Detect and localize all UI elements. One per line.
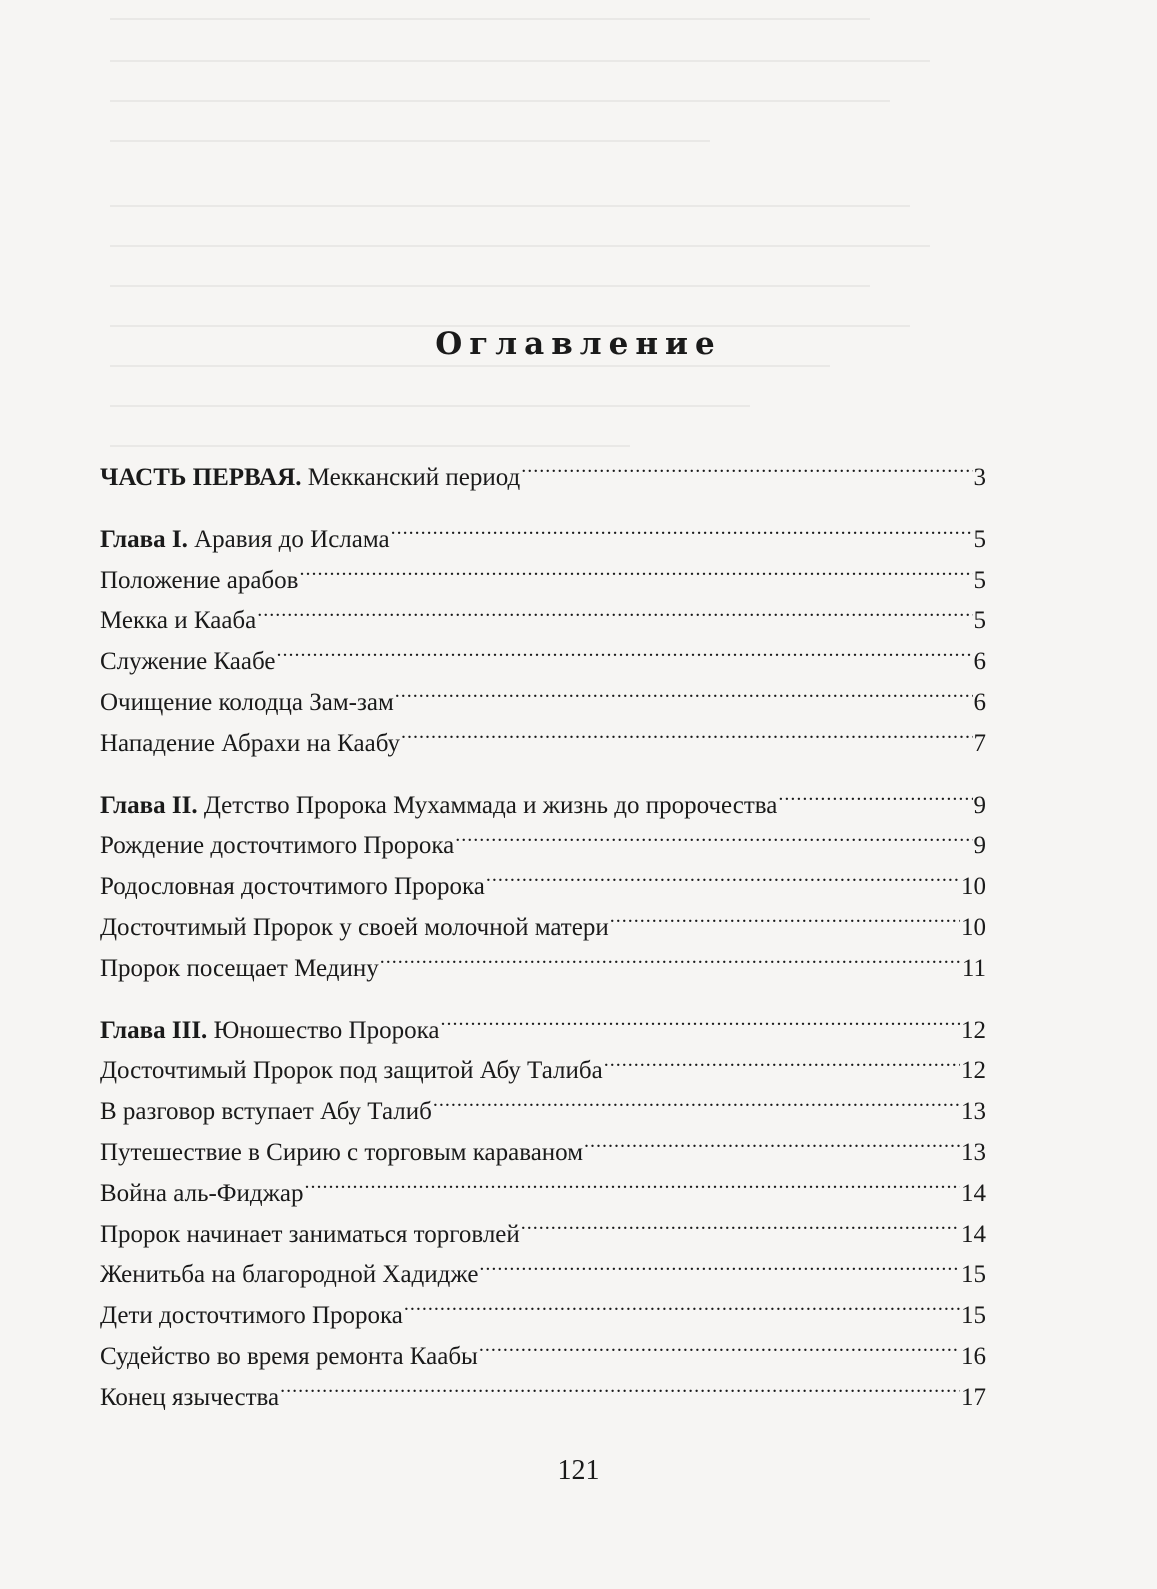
toc-entry-page: 14	[961, 1179, 986, 1207]
toc-entry-page: 13	[961, 1138, 986, 1166]
toc-entry[interactable]	[100, 1011, 986, 1052]
toc-entry-title	[100, 867, 485, 908]
dot-leader	[299, 563, 972, 588]
toc-entry-title	[100, 1174, 304, 1215]
toc-entry-heading: Глава II.	[100, 791, 198, 819]
toc-entry-text: Пророк начинает заниматься торговлей	[100, 1220, 520, 1248]
toc-entry-text: Юношество Пророка	[207, 1016, 440, 1044]
toc-entry[interactable]	[100, 561, 986, 602]
toc-entry-page: 14	[961, 1220, 986, 1248]
dot-leader	[404, 1298, 960, 1323]
toc-entry-text: Досточтимый Пророк у своей молочной матери	[100, 913, 609, 941]
toc-entry[interactable]	[100, 520, 986, 561]
toc-entry-page: 17	[961, 1383, 986, 1411]
toc-entry[interactable]	[100, 1337, 986, 1378]
dot-leader	[521, 460, 972, 485]
dot-leader	[395, 685, 973, 710]
dot-leader	[257, 603, 972, 628]
toc-entry[interactable]	[100, 1215, 986, 1256]
toc-entry[interactable]	[100, 826, 986, 867]
toc-entry-text: Детство Пророка Мухаммада и жизнь до пророчества	[197, 791, 778, 819]
toc-entry-page: 13	[961, 1098, 986, 1126]
toc-entry-page: 11	[961, 954, 986, 982]
toc-entry-text: Служение Каабе	[100, 648, 276, 676]
toc-entry-page: 9	[973, 832, 986, 860]
toc-entry-page: 12	[961, 1016, 986, 1044]
toc-entry-text: Женитьба на благородной Хадидже	[100, 1261, 479, 1289]
toc-entry[interactable]	[100, 1133, 986, 1174]
toc-entry-title	[100, 826, 454, 867]
toc-entry[interactable]	[100, 458, 986, 499]
toc-entry-title	[100, 1337, 478, 1378]
toc-entry[interactable]	[100, 601, 986, 642]
toc-entry[interactable]	[100, 1296, 986, 1337]
toc-entry-page: 6	[973, 688, 986, 716]
toc-entry-page: 10	[961, 873, 986, 901]
toc-entry-title	[100, 1133, 583, 1174]
toc-entry-title	[100, 908, 609, 949]
toc-entry-title	[100, 1215, 520, 1256]
toc-entry-page: 7	[973, 729, 986, 757]
toc-entry-page: 9	[973, 791, 986, 819]
toc-entry-heading: Глава III.	[100, 1016, 208, 1044]
toc-entry-text: Досточтимый Пророк под защитой Абу Талиба	[100, 1057, 603, 1085]
dot-leader	[391, 522, 973, 547]
dot-leader	[380, 951, 961, 976]
toc-entry-page: 5	[973, 566, 986, 594]
dot-leader	[521, 1217, 960, 1242]
toc-entry-title	[100, 1092, 432, 1133]
toc-entry[interactable]	[100, 724, 986, 765]
toc-entry-text: Положение арабов	[100, 566, 299, 594]
dot-leader	[433, 1094, 960, 1119]
toc-entry-title	[100, 561, 298, 602]
dot-leader	[280, 1380, 960, 1405]
toc-entry-text: Аравия до Ислама	[187, 525, 390, 553]
toc-entry-title	[100, 1296, 403, 1337]
toc-entry-text: В разговор вступает Абу Талиб	[100, 1098, 432, 1126]
toc-entry-heading: ЧАСТЬ ПЕРВАЯ.	[100, 464, 302, 491]
toc-group	[100, 520, 986, 765]
toc-entry-text: Родословная досточтимого Пророка	[100, 873, 485, 901]
toc-group	[100, 786, 986, 990]
toc-entry-title	[100, 949, 379, 990]
toc-entry-text: Мекка и Кааба	[100, 607, 257, 635]
toc-entry-page: 12	[961, 1057, 986, 1085]
toc-entry[interactable]	[100, 1174, 986, 1215]
dot-leader	[401, 726, 973, 751]
toc-entry-text: Конец язычества	[100, 1383, 280, 1411]
toc-entry[interactable]	[100, 1378, 986, 1419]
toc-entry-page: 15	[961, 1302, 986, 1330]
toc-entry-title	[100, 724, 400, 765]
toc-entry-title	[100, 1011, 439, 1052]
toc-entry-text: Пророк посещает Медину	[100, 954, 379, 982]
toc-entry-title	[100, 1051, 603, 1092]
dot-leader	[604, 1053, 960, 1078]
toc-entry-page: 6	[973, 648, 986, 676]
toc-entry-page: 5	[973, 607, 986, 635]
page-number: 121	[557, 1455, 600, 1486]
toc-entry-text: Война аль-Фиджар	[100, 1179, 304, 1207]
toc-entry[interactable]	[100, 683, 986, 724]
toc-entry-title	[100, 683, 394, 724]
toc-group	[100, 458, 986, 499]
dot-leader	[277, 644, 973, 669]
dot-leader	[440, 1013, 960, 1038]
toc-entry-text: Мекканский период	[301, 464, 521, 491]
toc-entry[interactable]	[100, 1255, 986, 1296]
dot-leader	[778, 788, 972, 813]
toc-entry[interactable]	[100, 1051, 986, 1092]
toc-entry[interactable]	[100, 908, 986, 949]
toc-entry[interactable]	[100, 786, 986, 827]
toc-entry-page: 16	[961, 1342, 986, 1370]
toc-entry-page: 3	[973, 464, 986, 491]
dot-leader	[455, 828, 972, 853]
toc-entry-text: Рождение досточтимого Пророка	[100, 832, 455, 860]
table-of-contents	[100, 458, 986, 1440]
toc-entry-title	[100, 601, 256, 642]
toc-entry-text: Судейство во время ремонта Каабы	[100, 1342, 478, 1370]
toc-entry-page: 15	[961, 1261, 986, 1289]
toc-entry-title	[100, 1255, 478, 1296]
toc-entry[interactable]	[100, 642, 986, 683]
toc-entry-text: Дети досточтимого Пророка	[100, 1302, 403, 1330]
toc-entry[interactable]	[100, 867, 986, 908]
toc-entry-title	[100, 786, 777, 827]
toc-entry-text: Очищение колодца Зам-зам	[100, 688, 394, 716]
toc-entry[interactable]	[100, 949, 986, 990]
dot-leader	[479, 1257, 960, 1282]
toc-entry-title	[100, 520, 390, 561]
toc-entry-title	[100, 642, 276, 683]
toc-entry-text: Нападение Абрахи на Каабу	[100, 729, 400, 757]
toc-entry-text: Путешествие в Сирию с торговым караваном	[100, 1138, 584, 1166]
dot-leader	[479, 1339, 960, 1364]
toc-entry-title	[100, 1378, 279, 1419]
toc-entry-page: 5	[973, 525, 986, 553]
toc-entry-title	[100, 458, 520, 499]
toc-entry[interactable]	[100, 1092, 986, 1133]
dot-leader	[610, 910, 960, 935]
toc-entry-page: 10	[961, 913, 986, 941]
dot-leader	[486, 869, 960, 894]
dot-leader	[305, 1176, 960, 1201]
page-title: Оглавление	[435, 326, 722, 362]
toc-group	[100, 1011, 986, 1419]
dot-leader	[584, 1135, 960, 1160]
toc-entry-heading: Глава I.	[100, 525, 188, 553]
